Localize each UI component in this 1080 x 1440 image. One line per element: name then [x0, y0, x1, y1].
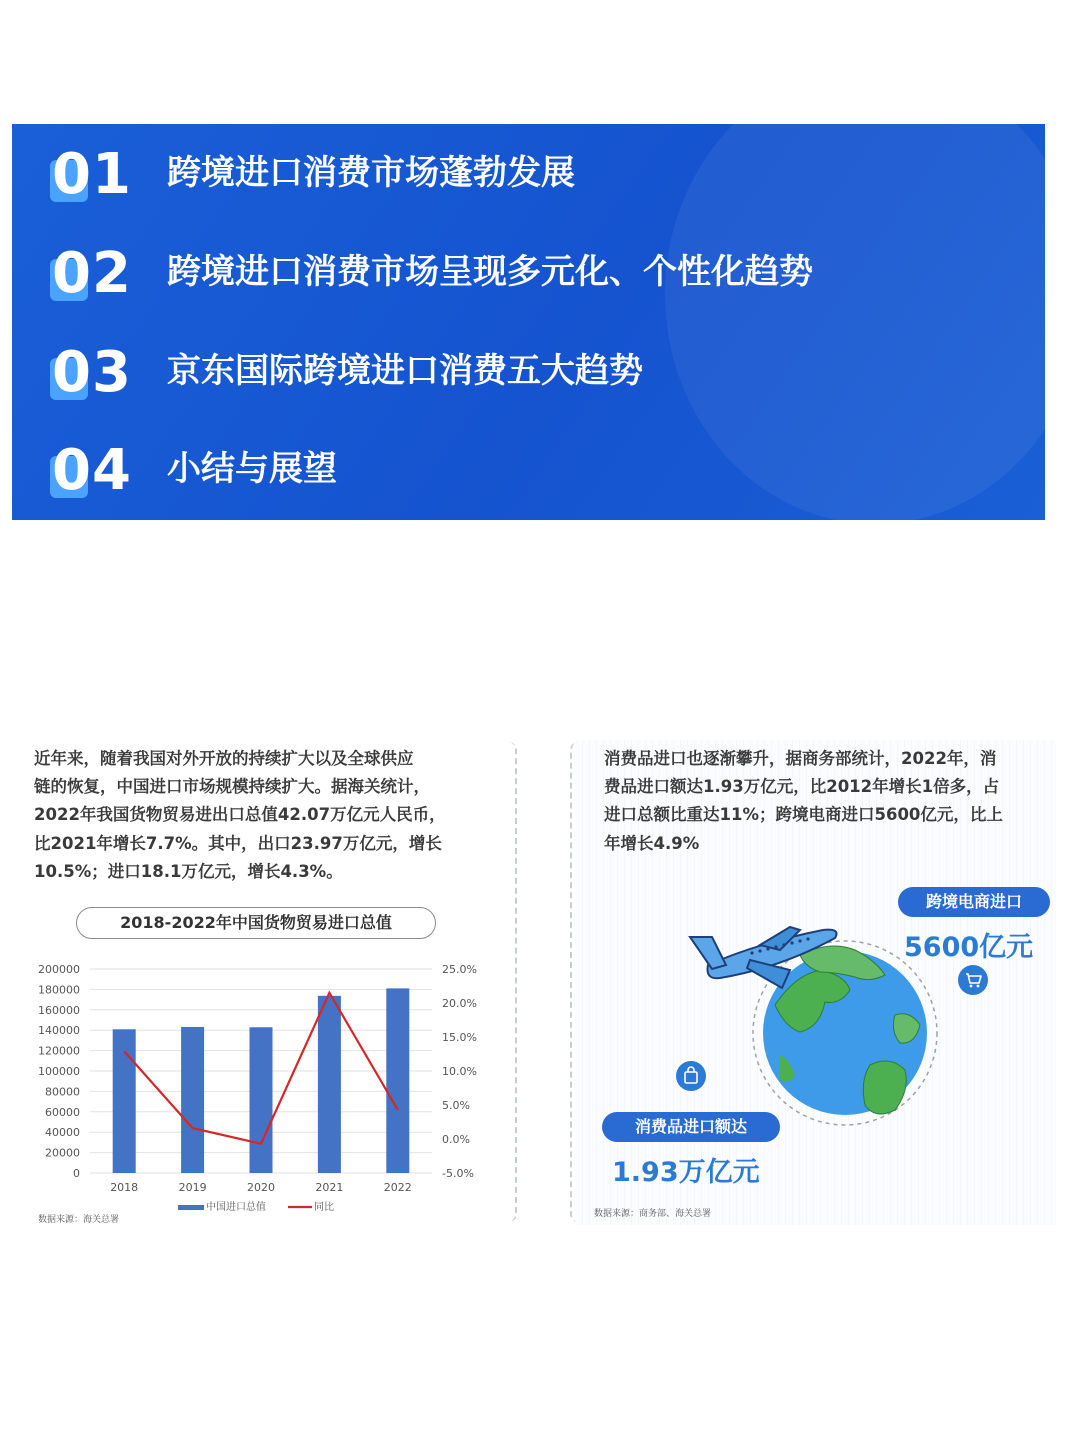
bar [386, 988, 409, 1173]
y-left-tick-label: 80000 [45, 1085, 80, 1099]
toc-number-badge [50, 340, 150, 406]
toc-title: 京东国际跨境进口消费五大趋势 [167, 351, 643, 391]
y-right-tick-label: -5.0% [442, 1167, 474, 1180]
y-left-tick-label: 40000 [45, 1126, 80, 1140]
toc-number: 02 [52, 241, 132, 306]
paragraph-line: 链的恢复，中国进口市场规模持续扩大。据海关统计， [34, 777, 430, 797]
bar [181, 1027, 204, 1173]
chart-title: 2018-2022年中国货物贸易进口总值 [76, 907, 436, 939]
paragraph-line: 年增长4.9% [604, 833, 700, 853]
x-tick-label: 2020 [247, 1181, 275, 1194]
cart-icon [958, 965, 988, 995]
paragraph-line: 近年来，随着我国对外开放的持续扩大以及全球供应 [34, 749, 414, 768]
y-right-tick-label: 25.0% [442, 963, 477, 976]
legend-label: 同比 [314, 1202, 334, 1213]
x-tick-label: 2019 [178, 1181, 207, 1194]
ecommerce-value: 5600亿元 [904, 932, 1034, 963]
y-left-tick-label: 140000 [38, 1024, 80, 1038]
toc-number: 04 [52, 438, 132, 503]
legend-swatch-bar [178, 1205, 204, 1210]
paragraph-line: 进口总额比重达11%；跨境电商进口5600亿元，比上 [604, 805, 1003, 825]
toc-number-badge [50, 142, 150, 208]
y-right-tick-label: 10.0% [442, 1065, 477, 1078]
y-left-tick-label: 180000 [38, 983, 80, 997]
toc-banner [12, 124, 1045, 520]
ecommerce-label-pill: 跨境电商进口 [898, 887, 1050, 917]
paragraph-line: 2022年我国货物贸易进出口总值42.07万亿元人民币， [34, 805, 446, 825]
y-left-tick-label: 200000 [38, 963, 80, 976]
right-paragraph [604, 745, 1003, 858]
y-right-tick-label: 20.0% [442, 997, 477, 1010]
y-left-tick-label: 120000 [38, 1044, 80, 1058]
x-tick-label: 2018 [110, 1181, 139, 1194]
y-right-tick-label: 0.0% [442, 1133, 470, 1146]
toc-number: 01 [52, 142, 132, 207]
toc-number-badge [50, 438, 150, 504]
consumer-value: 1.93万亿元 [612, 1157, 760, 1188]
toc-title: 跨境进口消费市场呈现多元化、个性化趋势 [167, 252, 813, 292]
y-left-tick-label: 160000 [38, 1003, 80, 1017]
y-left-tick-label: 0 [73, 1167, 80, 1180]
left-paragraph [34, 745, 446, 886]
paragraph-line: 消费品进口也逐渐攀升，据商务部统计，2022年，消 [604, 749, 997, 768]
bar [113, 1029, 136, 1173]
toc-number-badge [50, 241, 150, 307]
right-source: 数据来源：商务部、海关总署 [594, 1209, 712, 1219]
import-chart [0, 950, 540, 1230]
x-tick-label: 2021 [315, 1181, 344, 1194]
consumer-label-pill: 消费品进口额达 [602, 1112, 780, 1142]
y-right-tick-label: 5.0% [442, 1099, 470, 1112]
toc-item-1[interactable] [12, 136, 1012, 216]
y-right-tick-label: 15.0% [442, 1031, 477, 1044]
globe-plane-illustration [680, 915, 950, 1135]
divider-right [570, 742, 578, 1222]
legend-label: 中国进口总值 [206, 1202, 266, 1213]
toc-number: 03 [52, 340, 132, 405]
paragraph-line: 费品进口额达1.93万亿元，比2012年增长1倍多，占 [604, 777, 1000, 797]
toc-title: 小结与展望 [167, 449, 337, 489]
toc-title: 跨境进口消费市场蓬勃发展 [167, 153, 575, 193]
x-tick-label: 2022 [383, 1181, 412, 1194]
paragraph-line: 比2021年增长7.7%。其中，出口23.97万亿元，增长 [34, 833, 442, 853]
bar [318, 996, 341, 1173]
left-source: 数据来源：海关总署 [38, 1215, 120, 1225]
toc-item-2[interactable] [12, 235, 1012, 315]
toc-item-3[interactable] [12, 334, 1012, 414]
y-left-tick-label: 60000 [45, 1105, 80, 1119]
shopping-bag-icon [676, 1061, 706, 1091]
y-left-tick-label: 100000 [38, 1065, 80, 1078]
toc-item-4[interactable] [12, 432, 1012, 512]
y-left-tick-label: 20000 [45, 1146, 80, 1160]
bar [250, 1027, 273, 1173]
paragraph-line: 10.5%；进口18.1万亿元，增长4.3%。 [34, 861, 343, 881]
